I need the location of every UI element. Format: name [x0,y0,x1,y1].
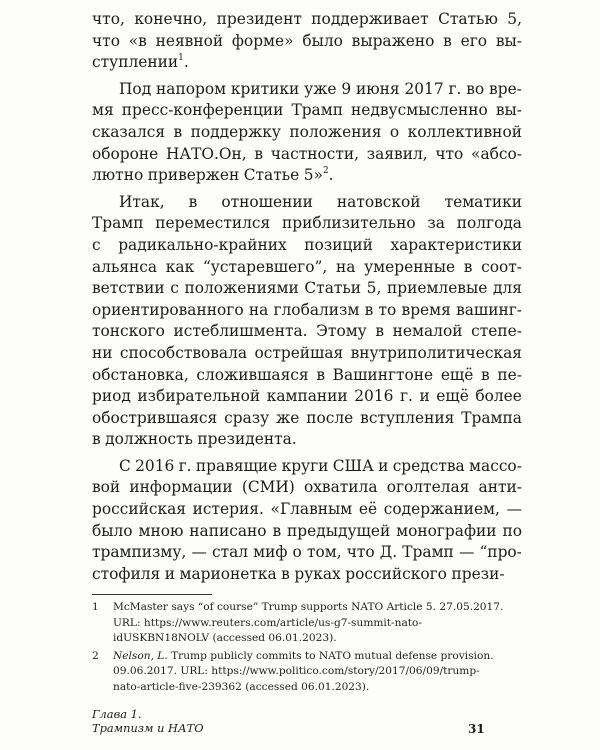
word: трампизму, [92,543,187,562]
word: приблизительно [281,214,416,233]
word: охватила [303,478,378,497]
word: содержанием, [383,500,500,519]
word: июня [355,79,400,98]
word: Итак, [119,192,165,211]
word: тонского [92,322,165,341]
text-line [92,235,522,257]
word: вы- [495,101,522,120]
word: за [427,214,445,233]
text-line [92,321,522,343]
paragraph [92,9,522,74]
word: натовской [336,192,421,211]
word: было [302,31,343,50]
footnote-marker[interactable]: 2 [322,166,329,177]
text-line [92,521,522,543]
word: полгода [456,214,522,233]
word: Вашингтоне [332,365,434,384]
text-line [92,408,522,430]
word: на [335,257,356,276]
text-line [92,100,522,122]
word: вступления [360,408,455,427]
word: сказался [92,122,166,141]
word: переместился [155,214,271,233]
chapter-number: Глава 1. [92,707,142,721]
word: ни [92,343,113,362]
word: в [316,365,325,384]
word: вы- [495,31,522,50]
word: «Главным [270,500,353,519]
word: истерия. [192,500,264,519]
word: с [92,235,101,254]
word: написано [189,521,267,540]
text-line [92,499,522,521]
word: что, [92,10,125,28]
word: — [458,543,475,562]
word: для [492,279,522,298]
word: альянса [92,257,158,276]
word: в [443,31,452,50]
word: стофиля [92,564,161,583]
word: недвусмысленно [351,101,488,120]
word: г. [178,456,192,475]
word: поддерживает [311,10,429,28]
word: то [378,300,397,319]
word: Трамп [92,214,144,233]
footnote [92,600,512,647]
word: поддержку [190,122,281,141]
word: и [164,564,175,583]
text-line [92,165,522,187]
word: г. [399,387,413,406]
footnote-line: Nelson, L. Trump publicly commits to NATO mutual defense provision. [113,649,494,662]
word: оголтелая [386,478,470,497]
word: по [502,521,522,540]
word: обороне [92,144,159,163]
word: тематики [444,192,522,211]
text-line [92,213,522,235]
word: вашинг- [456,300,522,319]
word: Под [119,79,152,98]
word: положения [289,122,382,141]
text-line [92,79,522,101]
word: способствовала [119,343,248,362]
text-line [92,52,522,74]
footnote-line: 09.06.2017. URL: https://www.politico.com/story/2017/06/09/trump- [113,665,480,678]
paragraph [92,192,522,451]
word: стал [211,543,249,562]
word: приемлевые [386,279,488,298]
word: коллективной [407,122,522,141]
word: соот- [481,257,522,276]
word: Трамп [402,543,454,562]
word: анти- [478,478,522,497]
footnote-marker[interactable]: 1 [178,53,184,64]
word: ещё [440,365,474,384]
word: «в [128,31,147,50]
word: острейшая [254,343,344,362]
word: прези- [451,564,505,583]
footnote-number: 1 [92,601,99,613]
text-line [92,542,522,564]
word: «абсо- [471,144,522,163]
word: более [475,387,522,406]
word: президента. [197,430,297,449]
word: о [389,122,400,141]
footnote-separator [92,594,212,595]
text-line [92,122,522,144]
word: же [276,408,300,427]
word: в [92,430,101,449]
word: в [364,300,374,319]
word: умеренные [364,257,456,276]
text-line [92,144,522,166]
word: что [346,543,375,562]
word: “про- [479,543,522,562]
word: Д. [379,543,398,562]
word: немалой [392,322,463,341]
word: вой [92,478,121,497]
word: привержен [147,166,240,185]
word: (СМИ) [241,478,295,497]
word: монографии [396,521,497,540]
word: — [506,500,522,519]
word: миф [253,543,288,562]
text-line [92,278,522,300]
word: на [248,300,269,319]
word: степе- [471,322,522,341]
word: мя [92,101,114,120]
word: ступлении$^1$. [92,53,189,72]
word: вре- [489,79,522,98]
word: сложившаяся [196,365,309,384]
body-text [92,9,522,590]
word: частности, [270,144,360,163]
word: массо- [469,456,522,475]
word: во [466,79,485,98]
text-line [92,257,522,279]
word: — [191,543,207,562]
text-line [92,9,522,31]
word: 2017 [404,79,444,98]
running-footer [92,707,204,735]
word: руках [294,564,341,583]
word: глобализм [273,300,360,319]
word: напором [156,79,227,98]
word: 5, [366,279,382,298]
word: избирательной [137,387,261,406]
text-line [92,456,522,478]
word: положениями [184,279,299,298]
word: характеристики [390,235,522,254]
word: сразу [224,408,270,427]
word: истеблишмента. [173,322,308,341]
word: позиций [304,235,373,254]
footnote-number: 2 [92,649,99,662]
text-line [92,365,522,387]
word: Трампа [461,408,522,427]
word: ориентированного [92,300,244,319]
word: отношении [221,192,313,211]
text-line [92,192,522,214]
word: в [173,122,183,141]
word: в [375,322,385,341]
word: заявил, [366,144,428,163]
word: обострившаяся [92,408,218,427]
word: неявной [155,31,224,50]
word: марионетка [179,564,277,583]
text-line [92,477,522,499]
word: кампании [266,387,348,406]
word: ветствии [92,279,165,298]
text-line [92,429,522,451]
word: должность [105,430,193,449]
word: время [401,300,451,319]
word: и [378,456,389,475]
word: президент [216,10,302,28]
word: 9 [341,79,352,98]
text-line [92,31,522,53]
footnote-line: idUSKBN18NOLV (accessed 06.01.2023). [113,632,337,645]
word: риод [92,387,131,406]
word: российская [92,500,186,519]
word: том, [306,543,342,562]
footnote-line: URL: https://www.reuters.com/article/us-g7-summit-nato- [113,616,422,629]
word: пе- [497,365,522,384]
word: в [188,192,198,211]
word: выражено [351,31,435,50]
word: 5»$^2$. [303,166,334,185]
word: его [460,31,488,50]
word: обстановка, [92,365,189,384]
text-line [92,386,522,408]
word: 5, [507,10,522,28]
word: внутриполитическая [350,343,522,362]
word: в [481,365,490,384]
word: что [435,144,464,163]
word: правящие [195,456,278,475]
text-line [92,300,522,322]
word: критики [230,79,300,98]
word: Трамп [291,101,343,120]
paragraph [92,79,522,187]
word: конечно, [134,10,208,28]
word: 2016 [354,387,394,406]
word: НАТО.Он, [166,144,247,163]
word: предыдущей [287,521,391,540]
word: её [358,500,378,519]
word: Статью [438,10,498,28]
word: после [306,408,354,427]
footnotes [92,600,512,698]
word: и [419,387,430,406]
word: российского [345,564,447,583]
word: ещё [436,387,469,406]
word: пресс-конференции [121,101,284,120]
footnote [92,649,512,696]
word: мною [138,521,184,540]
word: в [463,257,473,276]
word: средства [392,456,465,475]
word: “устаревшего”, [202,257,328,276]
word: США [332,456,374,475]
word: радикально-крайних [118,235,287,254]
word: Статьи [304,279,362,298]
word: Этому [316,322,367,341]
word: форме» [231,31,294,50]
word: информации [129,478,233,497]
word: Статье [243,166,300,185]
chapter-title: Трампизм и НАТО [92,721,204,735]
text-line [92,343,522,365]
word: С [119,456,131,475]
word: с [170,279,179,298]
footnote-line: McMaster says “of course” Trump supports NATO Article 5. 27.05.2017. [113,601,504,613]
word: лютно [92,166,144,185]
word: в [254,144,264,163]
word: круги [281,456,329,475]
word: 2016 [135,456,175,475]
paragraph [92,456,522,586]
footnote-line: nato-article-five-239362 (accessed 06.01.2023). [113,680,370,693]
word: о [292,543,302,562]
word: как [165,257,195,276]
page-number: 31 [468,722,485,736]
word: г. [448,79,462,98]
word: было [92,521,133,540]
word: в [281,564,290,583]
word: в [272,521,282,540]
text-line [92,564,522,586]
word: уже [304,79,337,98]
word: что [92,31,120,50]
